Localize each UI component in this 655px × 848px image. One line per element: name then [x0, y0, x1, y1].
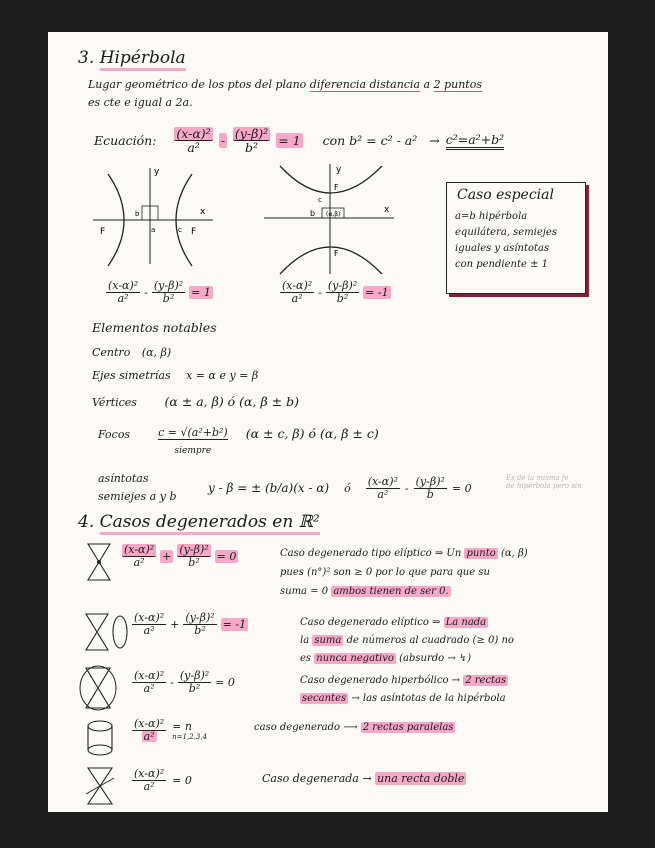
- cone-secant-lines-icon: [78, 664, 118, 712]
- elements-heading: Elementos notables: [92, 320, 217, 335]
- special-case-box: Caso especial a=b hipérbola equilátera, semiejes iguales y asíntotas con pendiente ± 1: [446, 182, 586, 294]
- cone-double-line-icon: [82, 764, 118, 808]
- x-label: x: [384, 205, 390, 215]
- left-graph-equation: $\frac{\text{(x-α)²}}{\text{a²}}$ - $\frac{\text{(y-β)²}}{\text{b²}}$ = 1: [108, 279, 211, 305]
- center-label: (α,β): [326, 211, 341, 218]
- focus-label: F: [191, 227, 197, 237]
- b-label: b: [135, 210, 140, 218]
- case-3-text: Caso degenerado hiperbólico → 2 rectas secantes → las asíntotas de la hipérbola: [300, 675, 507, 704]
- hyperbola-vertical-graph: [260, 160, 400, 278]
- case-1-equation: $\frac{\text{(x-α)²}}{\text{a²}}$ + $\frac{\text{(y-β)²}}{\text{b²}}$ = 0: [124, 543, 237, 569]
- case-5-text: Caso degenerada → una recta doble: [262, 772, 465, 785]
- cone-nothing-icon: [82, 610, 130, 654]
- case-4-equation: $\frac{\text{(x-α)²}}{\text{a²}}$ = n n=1,2,3,4: [134, 717, 208, 743]
- centro-row: Centro (α, β): [92, 346, 172, 359]
- y-label: y: [336, 165, 342, 175]
- definition-line-1: Lugar geométrico de los ptos del plano diferencia distancia a 2 puntos: [88, 78, 482, 91]
- section-number: 3.: [78, 48, 95, 68]
- focus-label: F: [100, 227, 106, 237]
- lower-branch: [280, 247, 382, 274]
- vertices-row: Vértices (α ± a, β) ó (α, β ± b): [92, 394, 299, 409]
- focos-row: Focos c = √(a²+b²) siempre (α ± c, β) ó (α, β ± c): [98, 426, 379, 456]
- ejes-row: Ejes simetrías x = α e y = β: [92, 369, 259, 382]
- case-2-equation: $\frac{\text{(x-α)²}}{\text{a²}}$ + $\frac{\text{(y-β)²}}{\text{b²}}$ = -1: [134, 611, 247, 637]
- section-4-heading: 4. Casos degenerados en ℝ²: [78, 512, 320, 532]
- semiejes-label: semiejes a y b: [98, 490, 177, 503]
- a-label: a: [151, 226, 156, 234]
- focus-label: F: [334, 183, 339, 192]
- upper-branch: [280, 166, 382, 193]
- b-label: b: [310, 209, 316, 218]
- case-4-text: caso degenerado ⟶ 2 rectas paralelas: [254, 722, 454, 733]
- asymptote-equations: y - β = ± (b/a)(x - α) ó $\frac{\text{(x-α)²}}{\text{a²}}$ - $\frac{\text{(y-β)²}}{b}$ = 0: [208, 475, 472, 501]
- asintotas-label: asíntotas: [98, 472, 149, 485]
- main-equation: Ecuación: $\frac{\text{(x-α)²}}{\text{a²}}$ - $\frac{\text{(y-β)²}}{\text{b²}}$ = 1 con b² = c² - a² → c²=a²+b²: [94, 126, 505, 156]
- c-label: c: [318, 196, 322, 204]
- faint-note: Es de la misma fe de hipérbola pero sin: [506, 474, 582, 490]
- case-2-text: Caso degenerado elíptico ⇒ La nada la suma de números al cuadrado (≥ 0) no es nunca negativo (absurdo → ↯): [300, 617, 514, 664]
- section-3-heading: [78, 48, 186, 68]
- definition-line-2: es cte e igual a 2a.: [88, 96, 193, 109]
- case-3-equation: $\frac{\text{(x-α)²}}{\text{a²}}$ - $\frac{\text{(y-β)²}}{\text{b²}}$ = 0: [134, 669, 235, 695]
- special-case-title: Caso especial: [457, 187, 554, 203]
- focus-label: F: [334, 249, 339, 258]
- case-1-text: Caso degenerado tipo elíptico ⇒ Un punto (α, β) pues (n°)² son ≥ 0 por lo que para que su suma = 0 ambos tienen de ser 0.: [280, 548, 528, 597]
- x-label: x: [200, 207, 206, 217]
- hyperbola-horizontal-graph: [88, 164, 218, 274]
- y-label: y: [154, 167, 160, 177]
- case-5-equation: $\frac{\text{(x-α)²}}{\text{a²}}$ = 0: [134, 767, 192, 793]
- cylinder-parallel-lines-icon: [82, 718, 118, 758]
- right-graph-equation: $\frac{\text{(x-α)²}}{\text{a²}}$ - $\frac{\text{(y-β)²}}{\text{b²}}$ = -1: [282, 279, 389, 305]
- notebook-page: [48, 32, 608, 812]
- section-title: Hipérbola: [100, 48, 186, 71]
- c-label: c: [178, 226, 182, 234]
- cone-point-icon: [84, 540, 114, 584]
